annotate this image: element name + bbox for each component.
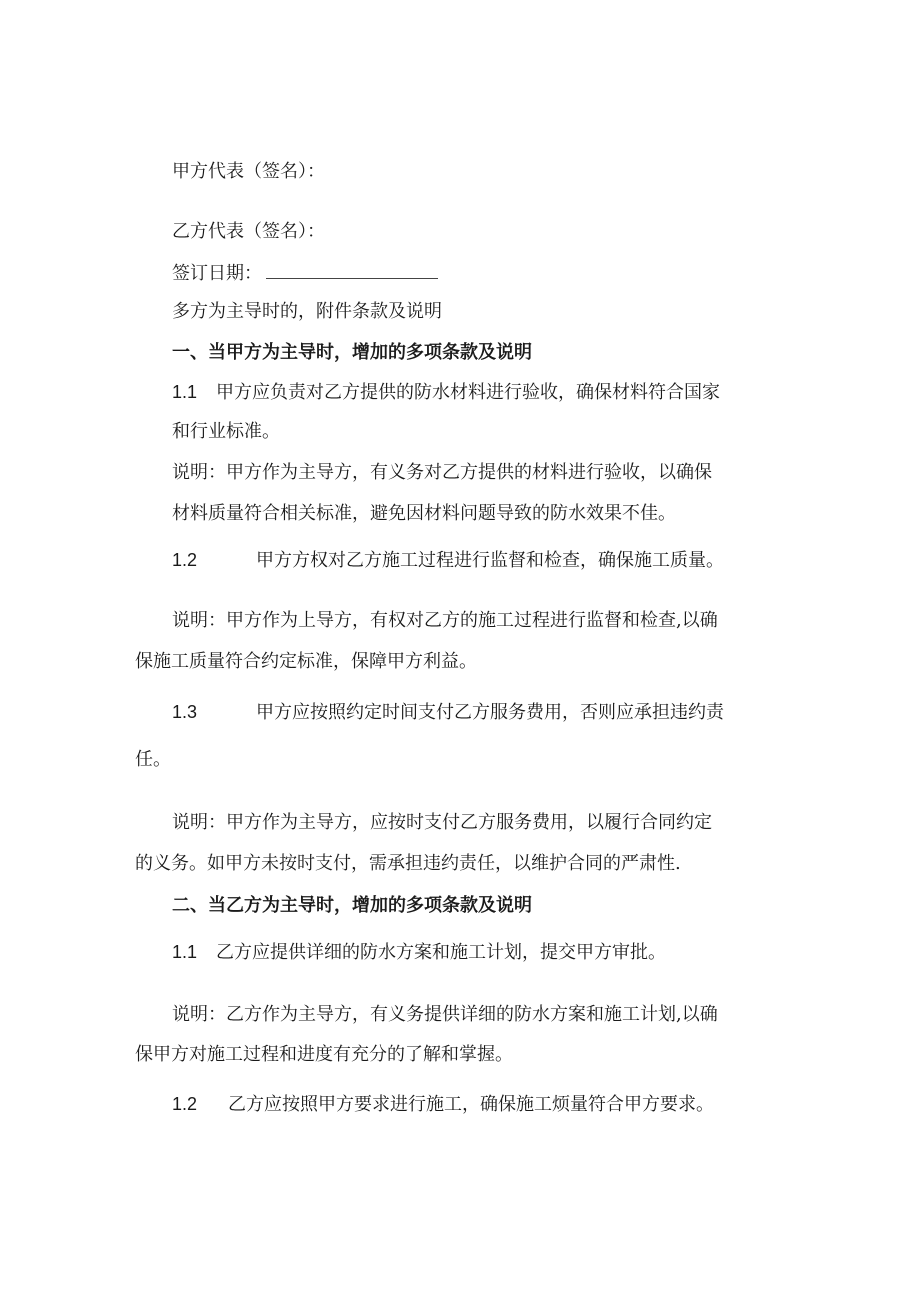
party-a-signature-label: 甲方代表（签名）： — [172, 161, 325, 182]
section1-note-1-1-line1: 说明：甲方作为主导方，有义务对乙方提供的材料进行验收，以确保 — [172, 462, 712, 483]
section2-heading: 二、当乙方为主导时，增加的多项条款及说明 — [172, 895, 532, 916]
section1-clause-1-1-line2: 和行业标准。 — [172, 421, 280, 442]
section1-note-1-2-line2: 保施工质量符合约定标准，保障甲方利益。 — [135, 651, 477, 672]
section2-note-1-1-line2: 保甲方对施工过程和进度有充分的了解和掌握。 — [135, 1044, 513, 1065]
section1-note-1-2-line1: 说明：甲方作为上导方，有权对乙方的施工过程进行监督和检查,以确 — [172, 610, 718, 631]
signing-date-label: 签订日期： — [172, 263, 262, 284]
clause-number: 1.1 — [172, 942, 198, 962]
clause-text: 乙方应按照甲方要求进行施工，确保施工烦量符合甲方要求。 — [228, 1094, 714, 1115]
clause-text: 甲方应按照约定时间支付乙方服务费用，否则应承担违约责 — [256, 702, 724, 723]
signing-date-blank-line — [266, 260, 438, 279]
section1-note-1-3-line1: 说明：甲方作为主导方，应按时支付乙方服务费用，以履行合同约定 — [172, 812, 712, 833]
clause-number: 1.2 — [172, 550, 198, 570]
section2-clause-1-2 — [172, 1092, 714, 1116]
section1-clause-1-3-line2: 任。 — [135, 749, 171, 770]
section1-clause-1-3-line1 — [172, 700, 724, 724]
clause-text: 甲方应负责对乙方提供的防水材料进行验收，确保材料符合国家 — [216, 382, 720, 403]
section1-clause-1-2 — [172, 548, 724, 572]
signing-date-row — [172, 260, 438, 284]
clause-number: 1.3 — [172, 702, 198, 722]
section1-clause-1-1-line1 — [172, 380, 720, 404]
section1-note-1-1-line2: 材料质量符合相关标准，避免因材料问题导致的防水效果不佳。 — [172, 503, 676, 524]
section1-heading: 一、当甲方为主导时，增加的多项条款及说明 — [172, 342, 532, 363]
clause-number: 1.2 — [172, 1094, 198, 1114]
clause-number: 1.1 — [172, 382, 198, 402]
section2-clause-1-1 — [172, 940, 666, 964]
section1-note-1-3-line2: 的义务。如甲方未按时支付，需承担违约责任，以维护合同的严肃性. — [135, 853, 681, 874]
annex-title: 多方为主导时的，附件条款及说明 — [172, 301, 442, 322]
clause-text: 甲方方权对乙方施工过程进行监督和检查，确保施工质量。 — [256, 550, 724, 571]
section2-note-1-1-line1: 说明：乙方作为主导方，有义务提供详细的防水方案和施工计划,以确 — [172, 1004, 718, 1025]
clause-text: 乙方应提供详细的防水方案和施工计划，提交甲方审批。 — [216, 942, 666, 963]
party-b-signature-label: 乙方代表（签名）： — [172, 221, 325, 242]
